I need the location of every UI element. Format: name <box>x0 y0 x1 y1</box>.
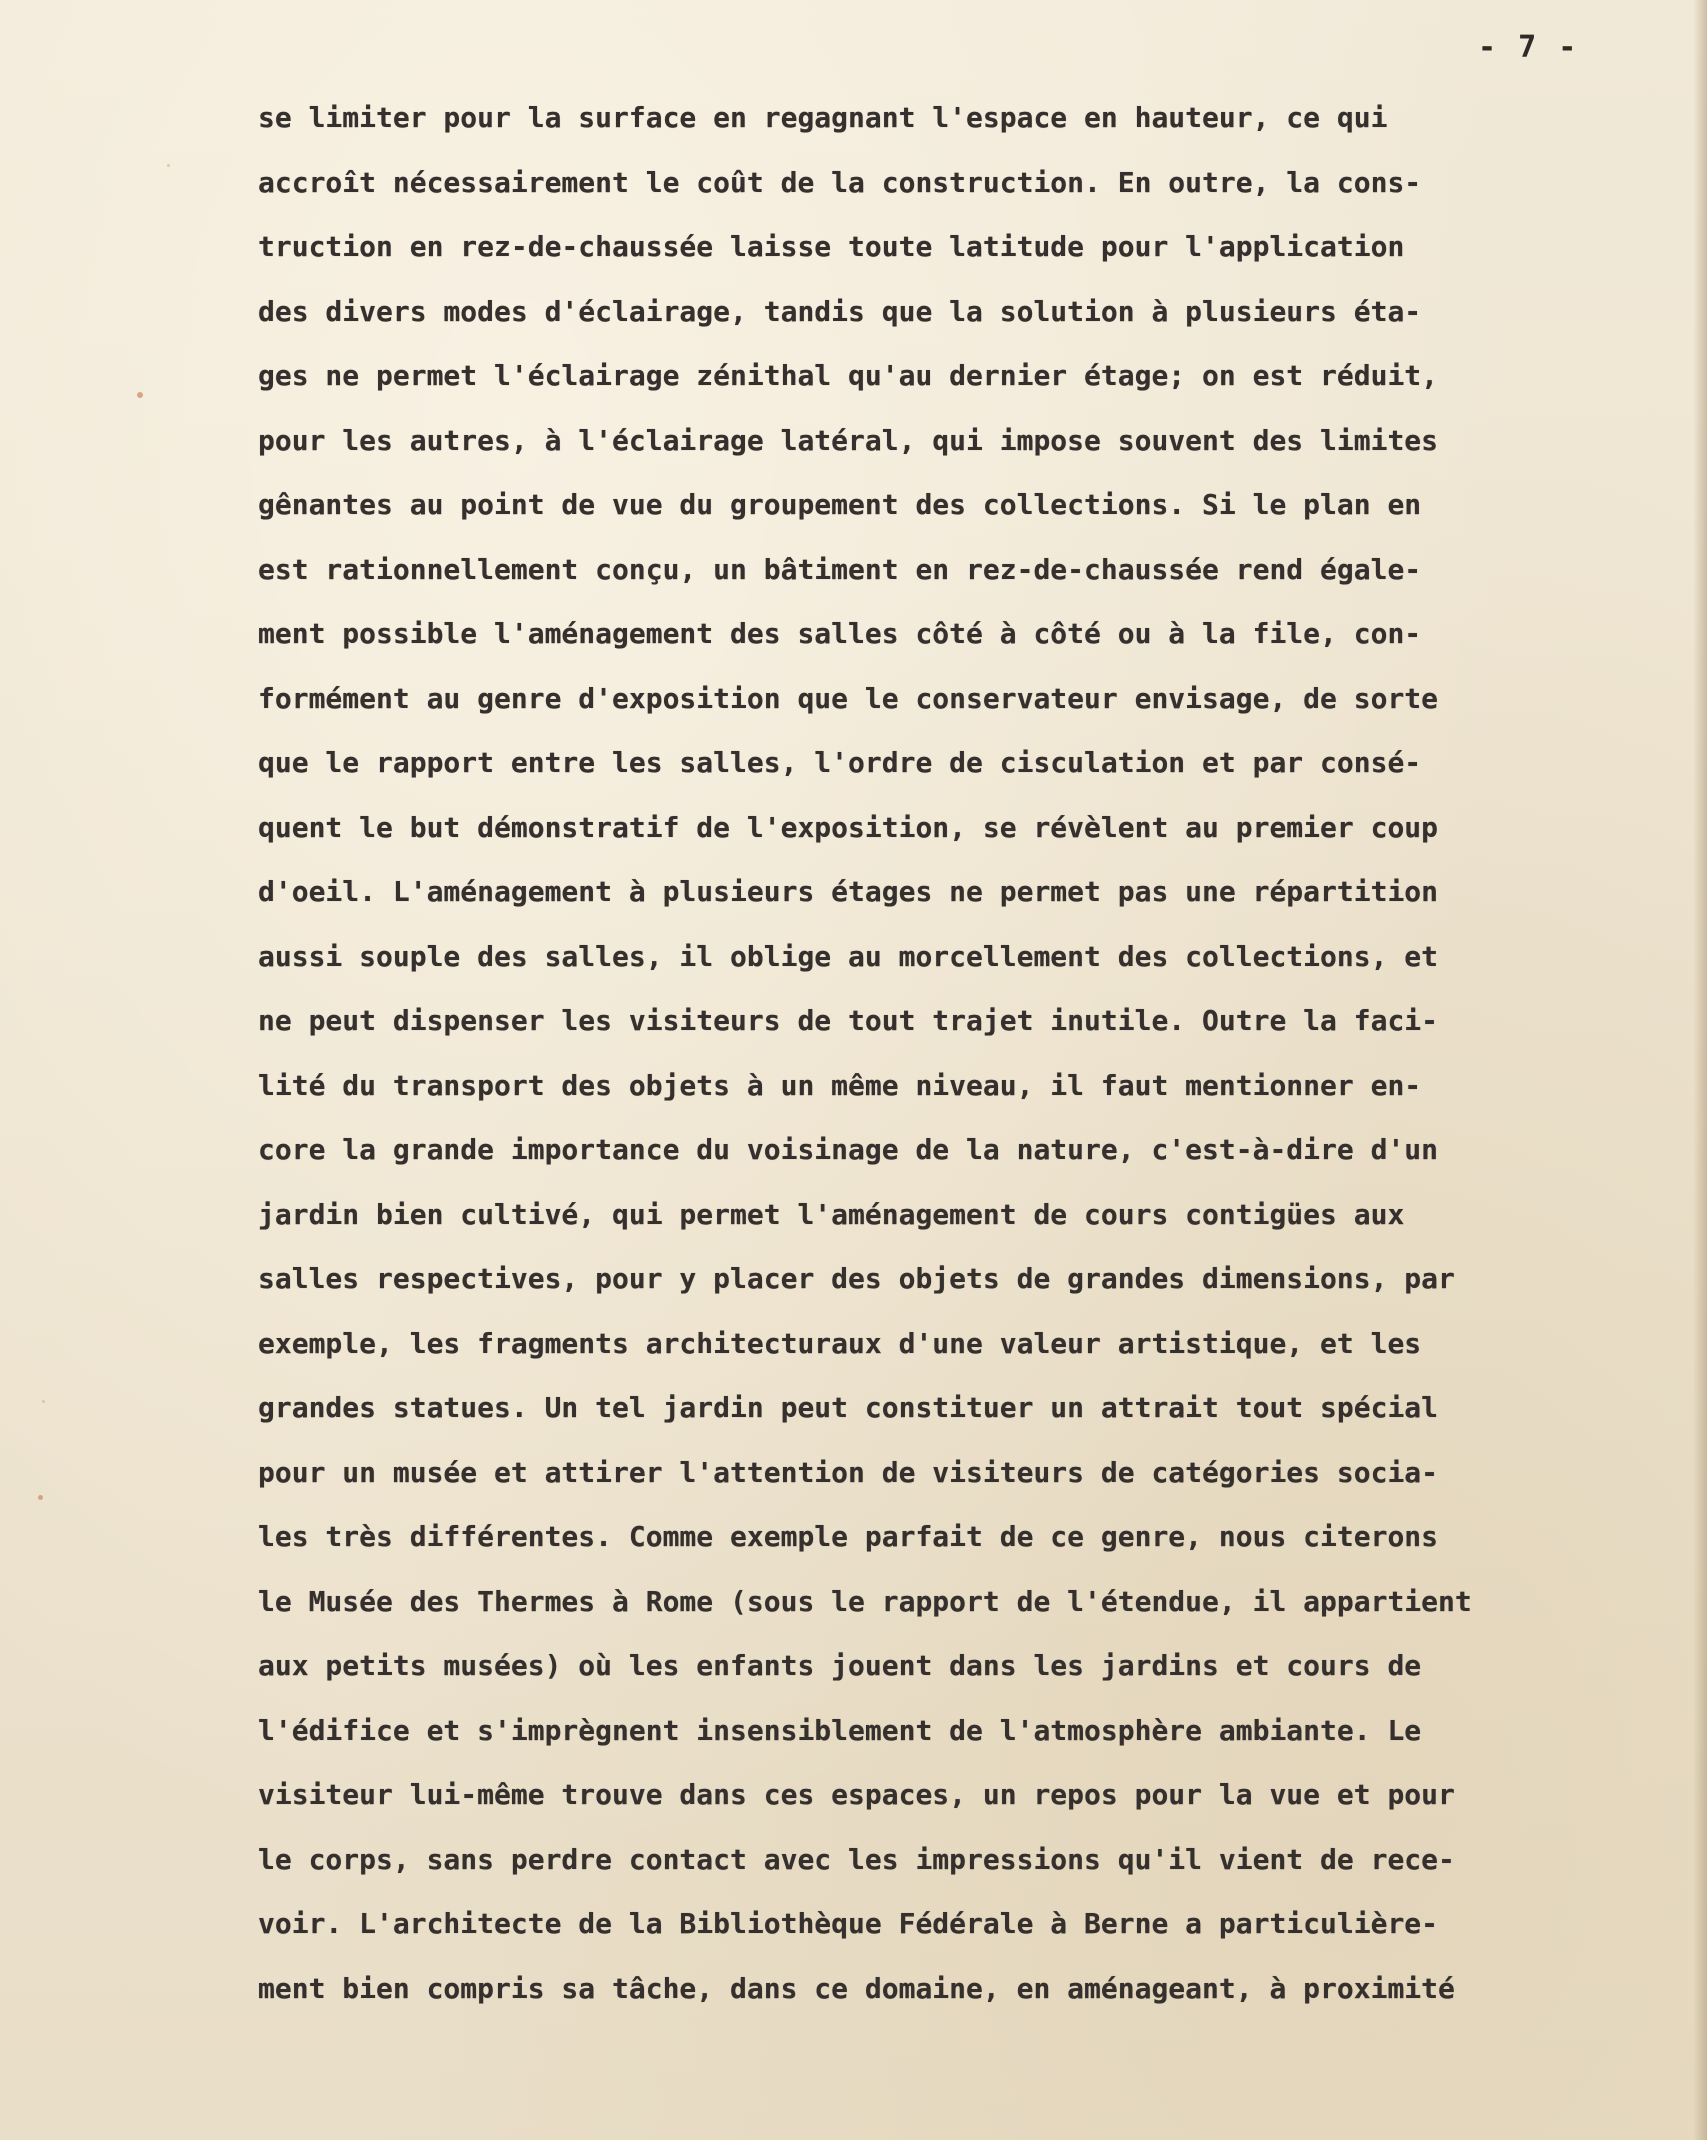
text-line: que le rapport entre les salles, l'ordre de cisculation et par consé- <box>258 746 1422 779</box>
paper-speck <box>137 392 143 398</box>
text-line: ne peut dispenser les visiteurs de tout trajet inutile. Outre la faci- <box>258 1004 1439 1037</box>
text-line: exemple, les fragments architecturaux d'une valeur artistique, et les <box>258 1326 1422 1360</box>
text-line: pour un musée et attirer l'attention de visiteurs de catégories socia- <box>258 1455 1439 1489</box>
text-line: le Musée des Thermes à Rome (sous le rapport de l'étendue, il appartient <box>258 1584 1472 1618</box>
text-line: formément au genre d'exposition que le conservateur envisage, de sorte <box>258 681 1439 715</box>
text-line: lité du transport des objets à un même niveau, il faut mentionner en- <box>258 1068 1422 1102</box>
text-line: grandes statues. Un tel jardin peut constituer un attrait tout spécial <box>258 1391 1439 1424</box>
text-line: salles respectives, pour y placer des objets de grandes dimensions, par <box>258 1262 1455 1295</box>
text-line: ment possible l'aménagement des salles côté à côté ou à la file, con- <box>258 617 1422 650</box>
text-line: voir. L'architecte de la Bibliothèque Fédérale à Berne a particulière- <box>258 1907 1439 1940</box>
text-line: accroît nécessairement le coût de la construction. En outre, la cons- <box>258 165 1422 199</box>
text-line: d'oeil. L'aménagement à plusieurs étages ne permet pas une répartition <box>258 875 1439 908</box>
paper-speck <box>42 1400 45 1403</box>
paper-edge-shadow <box>1693 0 1707 2140</box>
text-line: truction en rez-de-chaussée laisse toute latitude pour l'application <box>258 230 1405 263</box>
text-line: core la grande importance du voisinage de la nature, c'est-à-dire d'un <box>258 1133 1439 1166</box>
text-line: l'édifice et s'imprègnent insensiblement de l'atmosphère ambiante. Le <box>258 1713 1422 1747</box>
text-line: jardin bien cultivé, qui permet l'aménagement de cours contigües aux <box>258 1197 1405 1231</box>
paper-speck <box>167 164 170 167</box>
text-line: le corps, sans perdre contact avec les impressions qu'il vient de rece- <box>258 1842 1455 1876</box>
text-line: se limiter pour la surface en regagnant l'espace en hauteur, ce qui <box>258 101 1388 134</box>
paper-speck <box>38 1495 43 1500</box>
text-line: visiteur lui-même trouve dans ces espaces, un repos pour la vue et pour <box>258 1778 1455 1811</box>
text-line: gênantes au point de vue du groupement des collections. Si le plan en <box>258 488 1422 521</box>
text-line: les très différentes. Comme exemple parfait de ce genre, nous citerons <box>258 1520 1439 1553</box>
text-line: des divers modes d'éclairage, tandis que la solution à plusieurs éta- <box>258 294 1422 328</box>
text-line: ment bien compris sa tâche, dans ce domaine, en aménageant, à proximité <box>258 1971 1455 2005</box>
text-line: aux petits musées) où les enfants jouent dans les jardins et cours de <box>258 1649 1422 1682</box>
text-line: ges ne permet l'éclairage zénithal qu'au dernier étage; on est réduit, <box>258 359 1439 392</box>
text-line: pour les autres, à l'éclairage latéral, qui impose souvent des limites <box>258 423 1439 457</box>
body-text <box>258 86 1668 2021</box>
text-line: aussi souple des salles, il oblige au morcellement des collections, et <box>258 939 1439 973</box>
text-line: est rationnellement conçu, un bâtiment en rez-de-chaussée rend égale- <box>258 552 1422 586</box>
text-line: quent le but démonstratif de l'exposition, se révèlent au premier coup <box>258 810 1439 844</box>
page-number: - 7 - <box>1478 30 1579 65</box>
